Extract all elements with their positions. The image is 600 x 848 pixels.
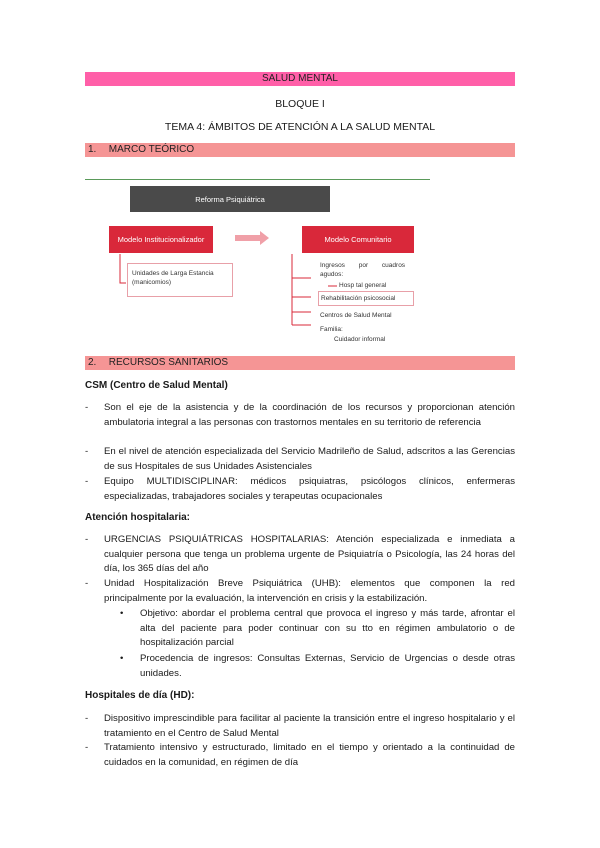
dash-marker: - <box>85 534 89 545</box>
hospital-item-2 <box>85 577 515 606</box>
diagram-top-label: Reforma Psiquiátrica <box>195 194 265 204</box>
csm-item-text: En el nivel de atención especializada del Servicio Madrileño de Salud, adscritos a las Gerencias de sus Hospitales de sus Unidades Asistenciales <box>104 446 515 472</box>
left-connector <box>120 254 126 283</box>
csm-item-3 <box>85 475 515 504</box>
bullet-marker: • <box>120 608 124 619</box>
topic-title: TEMA 4: ÁMBITOS DE ATENCIÓN A LA SALUD MENTAL <box>164 121 436 133</box>
hospital-subitem-text: Objetivo: abordar el problema central que provoca el ingreso y más tarde, afrontar el alta del paciente para poder continuar con su tto en régimen ambulatorio o de hospitalización parcial <box>140 608 515 648</box>
diagram-right-box <box>302 226 414 253</box>
hospital-item-1 <box>85 533 515 577</box>
csm-item-2 <box>85 445 515 474</box>
bullet-marker: • <box>120 653 124 664</box>
diagram-left-child: Unidades de Larga Estancia (manicomios) <box>132 270 214 286</box>
diagram-r1-sub: Hosp tal general <box>339 282 387 289</box>
csm-item-1 <box>85 401 515 430</box>
hd-item-2 <box>85 741 515 770</box>
diagram-divider <box>85 179 430 180</box>
dash-marker: - <box>85 713 89 724</box>
document-title: SALUD MENTAL <box>262 73 338 84</box>
diagram-r2: Rehabilitación psicosocial <box>321 295 396 302</box>
document-title-bar <box>85 72 515 86</box>
hospital-subitem-text: Procedencia de ingresos: Consultas Externas, Servicio de Urgencias o desde otras unidades. <box>140 653 515 679</box>
section-1-title: MARCO TEÓRICO <box>108 144 195 155</box>
diagram-r3: Centros de Salud Mental <box>320 312 392 319</box>
section-2-title: RECURSOS SANITARIOS <box>108 357 229 368</box>
dash-marker: - <box>85 578 89 589</box>
diagram-left-child-box <box>127 263 233 297</box>
hospital-heading: Atención hospitalaria: <box>85 512 191 523</box>
hospital-item-text: URGENCIAS PSIQUIÁTRICAS HOSPITALARIAS: Atención especializada e inmediata a cualquier persona que tenga un problema urgente de Psiquiatría o Psicología, las 24 horas del día, los 365 días del año <box>104 534 515 574</box>
diagram-left-label: Modelo Institucionalizador <box>117 235 205 244</box>
section-1-number: 1. <box>88 144 97 155</box>
dash-marker: - <box>85 402 89 413</box>
diagram-r2-box <box>318 291 414 306</box>
hd-heading: Hospitales de día (HD): <box>85 690 195 701</box>
diagram-r4-line2: Cuidador informal <box>334 336 386 343</box>
section-1-bar <box>85 143 515 157</box>
diagram-r1-line2: agudos: <box>320 271 344 278</box>
diagram-r1-line1 <box>320 261 412 270</box>
hospital-subitem-1 <box>120 607 515 651</box>
hd-item-text: Tratamiento intensivo y estructurado, limitado en el tiempo y orientado a la continuidad de cuidados en la comunidad, en régimen de día <box>104 742 515 768</box>
csm-item-text: Equipo MULTIDISCIPLINAR: médicos psiquiatras, psicólogos clínicos, enfermeras especializadas, trabajadores sociales y terapeutas ocupacionales <box>104 476 515 502</box>
diagram-r4-line1: Familia: <box>320 326 343 333</box>
hd-item-text: Dispositivo imprescindible para facilitar al paciente la transición entre el ingreso hospitalario y el tratamiento en el Centro de Salud Mental <box>104 713 515 739</box>
dash-marker: - <box>85 446 89 457</box>
csm-heading: CSM (Centro de Salud Mental) <box>85 380 228 391</box>
diagram-r1-text: Ingresos por cuadros <box>320 262 406 269</box>
model-transition-arrow <box>235 231 269 245</box>
hospital-subitem-2 <box>120 652 515 681</box>
dash-marker: - <box>85 476 89 487</box>
csm-item-text: Son el eje de la asistencia y de la coordinación de los recursos y proporcionan atención ambulatoria integral a las personas con trastornos mentales en su territorio de referencia <box>104 402 515 428</box>
diagram-left-box <box>109 226 213 253</box>
section-2-bar <box>85 356 515 370</box>
hospital-item-text: Unidad Hospitalización Breve Psiquiátrica (UHB): elementos que componen la red principalmente por la evaluación, la intervención en crisis y la estabilización. <box>104 578 515 604</box>
dash-marker: - <box>85 742 89 753</box>
block-label: BLOQUE I <box>275 98 325 110</box>
section-2-number: 2. <box>88 357 97 368</box>
hd-item-1 <box>85 712 515 741</box>
diagram-right-label: Modelo Comunitario <box>324 235 392 244</box>
diagram-top-box <box>130 186 330 212</box>
